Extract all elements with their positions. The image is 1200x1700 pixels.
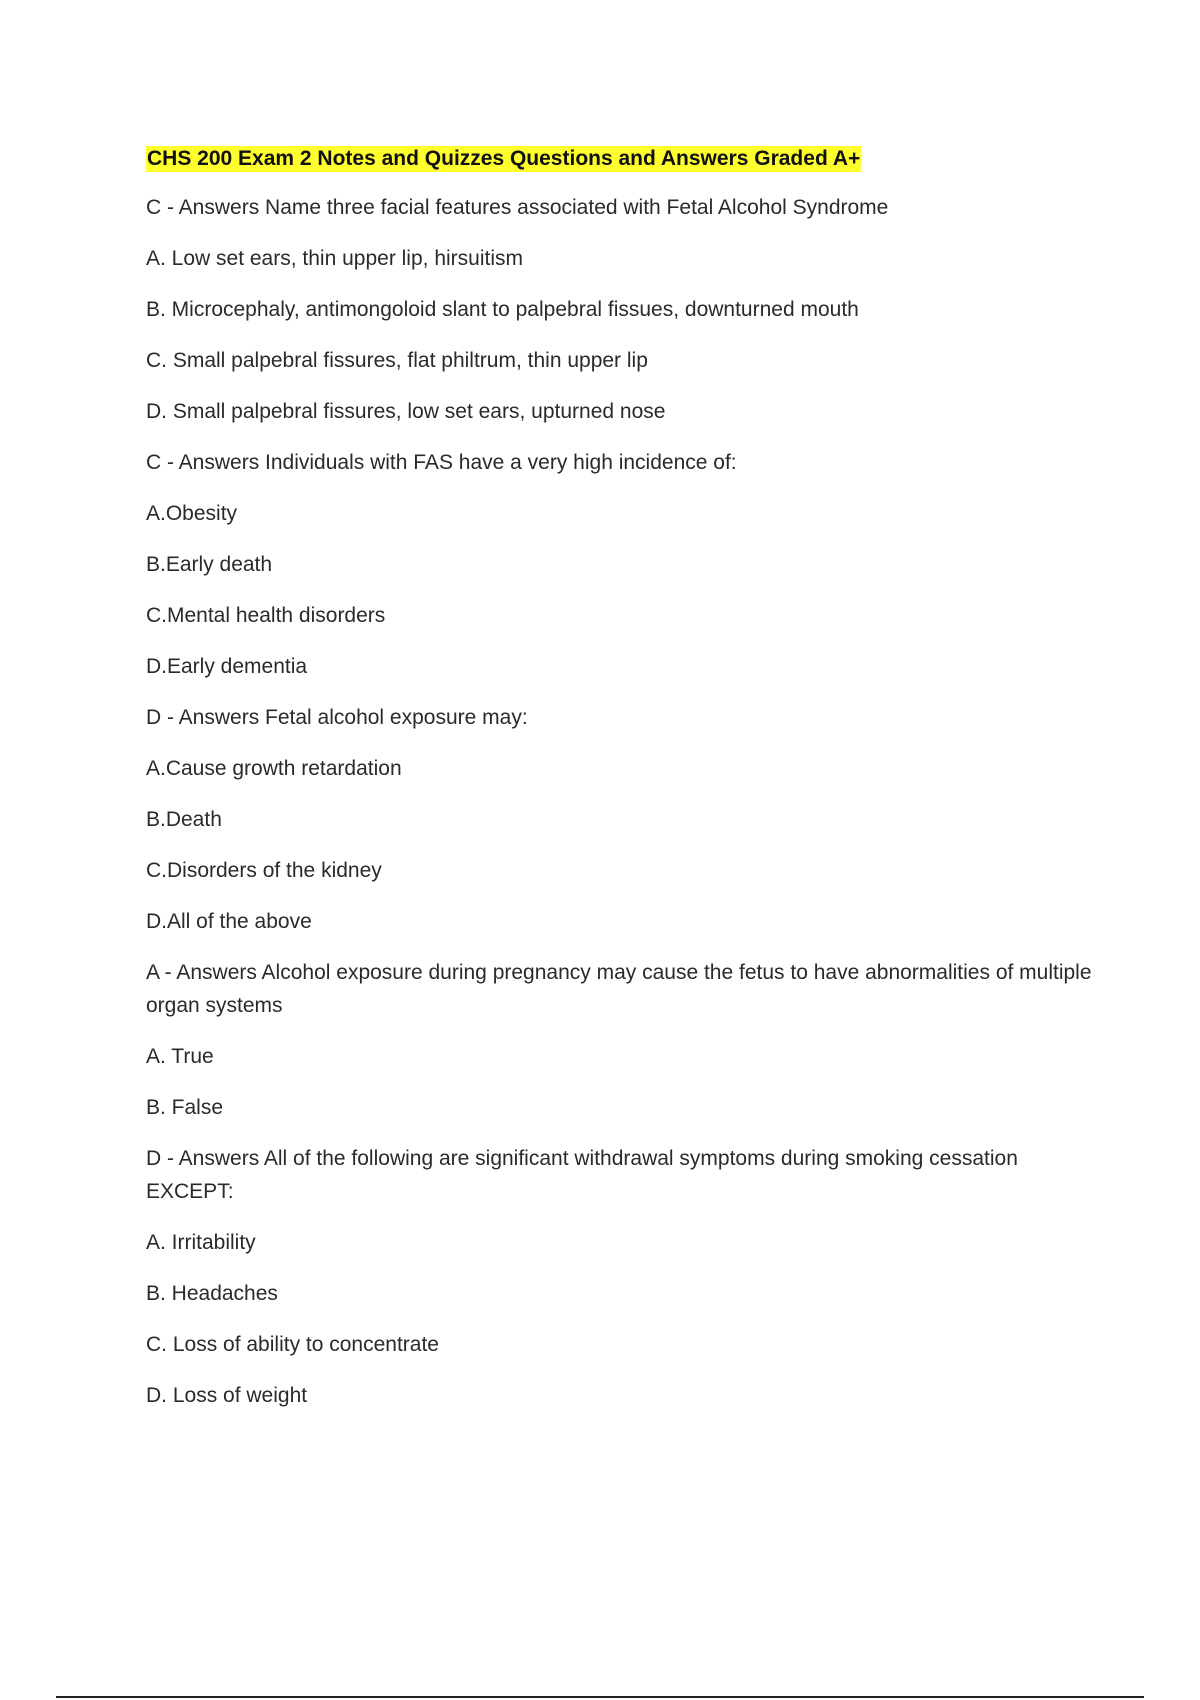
question-3-option-c: C.Disorders of the kidney — [146, 859, 382, 882]
document-page — [146, 146, 1096, 1430]
question-1-prompt: C - Answers Name three facial features associated with Fetal Alcohol Syndrome — [146, 196, 889, 219]
question-2-option-c: C.Mental health disorders — [146, 604, 386, 627]
question-2-option-b: B.Early death — [146, 553, 273, 576]
question-5-option-b: B. Headaches — [146, 1282, 278, 1305]
question-3-option-b: B.Death — [146, 808, 222, 831]
question-3-option-a: A.Cause growth retardation — [146, 757, 402, 780]
bottom-divider — [56, 1696, 1144, 1698]
question-1-option-d: D. Small palpebral fissures, low set ears, upturned nose — [146, 400, 666, 423]
question-1-option-c: C. Small palpebral fissures, flat philtrum, thin upper lip — [146, 349, 648, 372]
question-3-prompt: D - Answers Fetal alcohol exposure may: — [146, 706, 528, 729]
question-2-prompt: C - Answers Individuals with FAS have a very high incidence of: — [146, 451, 737, 474]
question-3-option-d: D.All of the above — [146, 910, 312, 933]
question-4-prompt: A - Answers Alcohol exposure during pregnancy may cause the fetus to have abnormalities of multiple organ systems — [146, 961, 1092, 1017]
question-1-option-b: B. Microcephaly, antimongoloid slant to palpebral fissues, downturned mouth — [146, 298, 859, 321]
question-5-option-d: D. Loss of weight — [146, 1384, 308, 1407]
question-5-option-c: C. Loss of ability to concentrate — [146, 1333, 439, 1356]
question-4-option-b: B. False — [146, 1096, 224, 1119]
question-2-option-a: A.Obesity — [146, 502, 238, 525]
question-5-prompt: D - Answers All of the following are significant withdrawal symptoms during smoking cessation EXCEPT: — [146, 1147, 1018, 1203]
question-4-option-a: A. True — [146, 1045, 214, 1068]
question-2-option-d: D.Early dementia — [146, 655, 308, 678]
question-5-option-a: A. Irritability — [146, 1231, 256, 1254]
document-title: CHS 200 Exam 2 Notes and Quizzes Questions and Answers Graded A+ — [147, 147, 861, 170]
question-1-option-a: A. Low set ears, thin upper lip, hirsuitism — [146, 247, 523, 270]
